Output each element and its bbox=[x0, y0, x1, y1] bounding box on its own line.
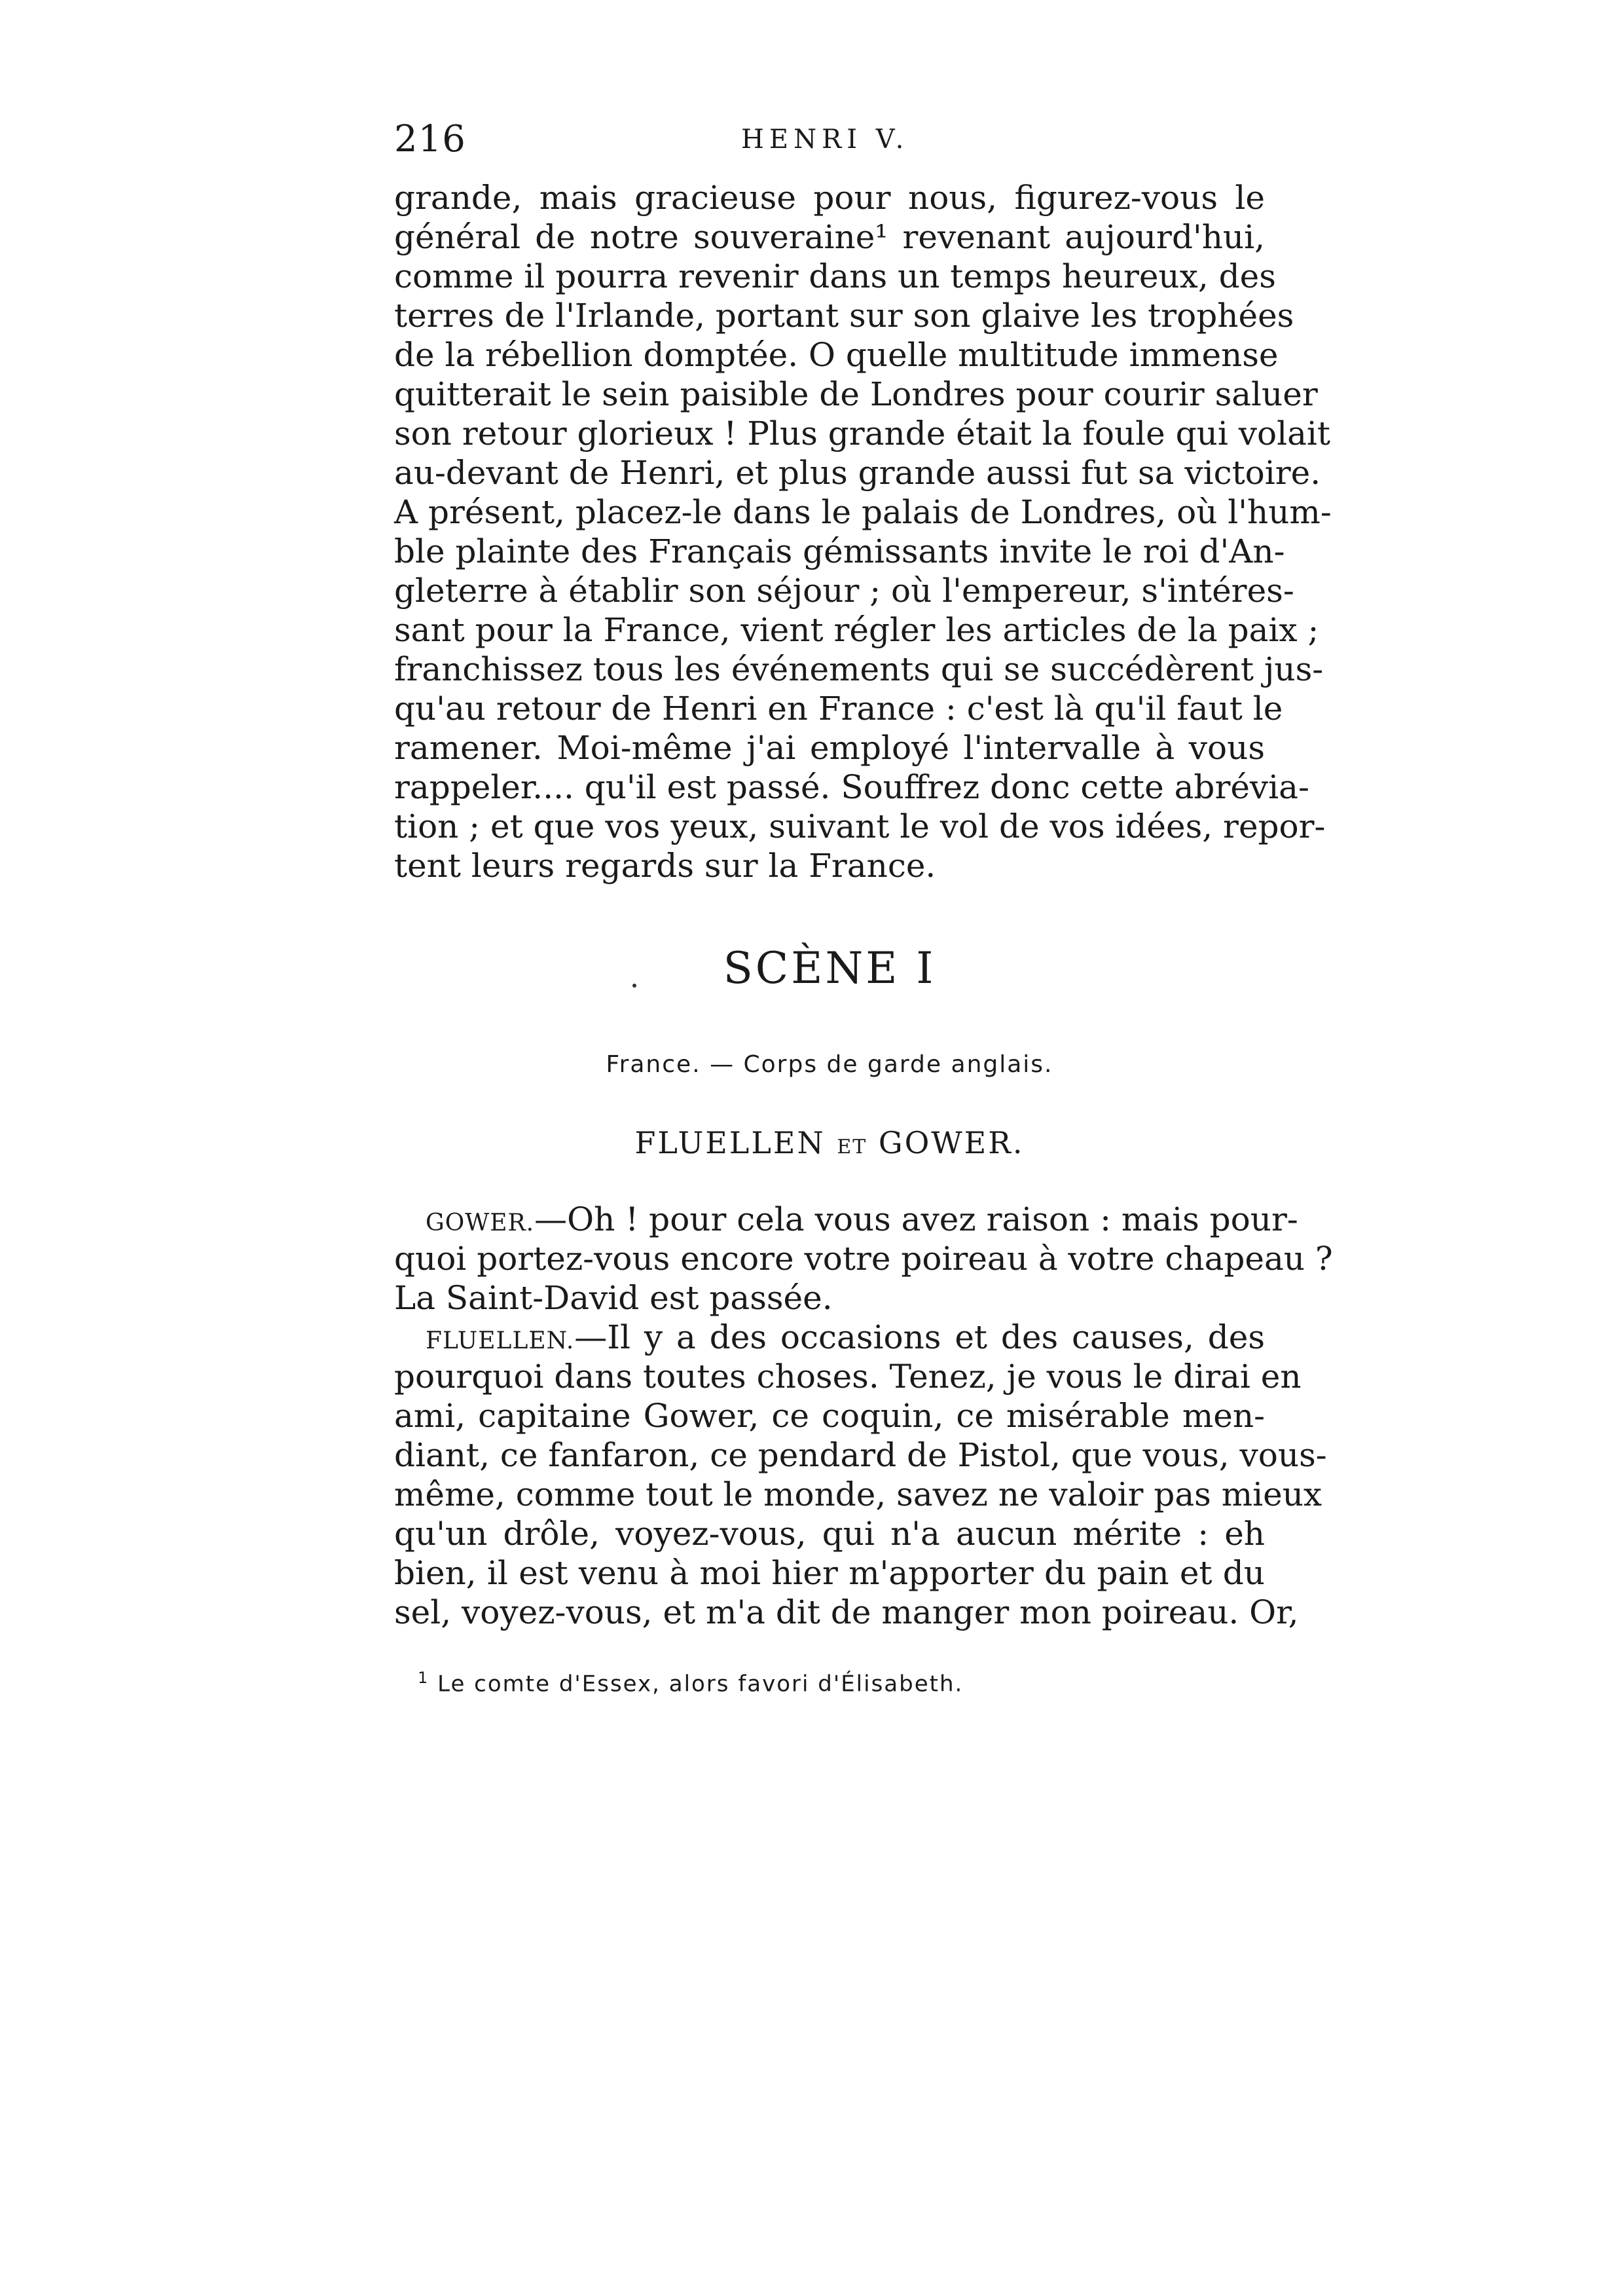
speech-line: ami, capitaine Gower, ce coquin, ce misérable men- bbox=[394, 1397, 1265, 1435]
text-line: ramener. Moi-même j'ai employé l'intervalle à vous bbox=[394, 729, 1265, 767]
text-line: tion ; et que vos yeux, suivant le vol de vos idées, repor- bbox=[394, 807, 1326, 845]
speech-line bbox=[394, 1200, 1298, 1239]
intro-paragraph bbox=[394, 178, 1332, 885]
speaker-name: FLUELLEN. bbox=[426, 1327, 575, 1354]
speech-line: qu'un drôle, voyez-vous, qui n'a aucun mérite : eh bbox=[394, 1515, 1265, 1553]
speech-line: quoi portez-vous encore votre poireau à votre chapeau ? bbox=[394, 1240, 1333, 1278]
speech-line: diant, ce fanfaron, ce pendard de Pistol, que vous, vous- bbox=[394, 1436, 1327, 1474]
text-line: qu'au retour de Henri en France : c'est là qu'il faut le bbox=[394, 690, 1283, 728]
running-title: HENRI V. bbox=[741, 124, 909, 155]
speech-text: —Oh ! pour cela vous avez raison : mais pour- bbox=[534, 1200, 1298, 1238]
speech-line: bien, il est venu à moi hier m'apporter du pain et du bbox=[394, 1554, 1265, 1592]
page-number: 216 bbox=[394, 118, 466, 160]
speech-line: sel, voyez-vous, et m'a dit de manger mon poireau. Or, bbox=[394, 1593, 1299, 1631]
character-name: FLUELLEN bbox=[634, 1125, 826, 1160]
speech-line: pourquoi dans toutes choses. Tenez, je vous le dirai en bbox=[394, 1358, 1302, 1396]
text-line: de la rébellion domptée. O quelle multitude immense bbox=[394, 336, 1279, 374]
character-conjunction: ET bbox=[837, 1136, 867, 1158]
text-line: quitterait le sein paisible de Londres pour courir saluer bbox=[394, 375, 1318, 413]
scene-title: SCÈNE I bbox=[723, 943, 936, 993]
text-line: général de notre souveraine¹ revenant aujourd'hui, bbox=[394, 218, 1265, 256]
text-line: sant pour la France, vient régler les articles de la paix ; bbox=[394, 611, 1319, 649]
footnote-marker: 1 bbox=[418, 1669, 429, 1687]
speech-line bbox=[394, 1318, 1265, 1357]
text-line: A présent, placez-le dans le palais de Londres, où l'hum- bbox=[394, 493, 1332, 531]
scene-characters bbox=[394, 1125, 1265, 1160]
text-line: ble plainte des Français gémissants invite le roi d'An- bbox=[394, 532, 1285, 570]
speaker-name: GOWER. bbox=[426, 1210, 535, 1236]
text-line: au-devant de Henri, et plus grande aussi fut sa victoire. bbox=[394, 454, 1321, 492]
text-line: terres de l'Irlande, portant sur son glaive les trophées bbox=[394, 297, 1294, 335]
dialogue bbox=[394, 1200, 1333, 1632]
page-header bbox=[394, 118, 1265, 164]
speech-text: —Il y a des occasions et des causes, des bbox=[574, 1318, 1265, 1356]
speech-line: même, comme tout le monde, savez ne valoir pas mieux bbox=[394, 1475, 1322, 1513]
footnote bbox=[418, 1669, 963, 1697]
character-name: GOWER. bbox=[878, 1125, 1025, 1160]
text-line: gleterre à établir son séjour ; où l'empereur, s'intéres- bbox=[394, 572, 1294, 610]
speech-line: La Saint-David est passée. bbox=[394, 1279, 833, 1317]
footnote-text: Le comte d'Essex, alors favori d'Élisabeth. bbox=[437, 1671, 964, 1697]
text-line: rappeler.... qu'il est passé. Souffrez donc cette abrévia- bbox=[394, 768, 1309, 806]
text-line: grande, mais gracieuse pour nous, figurez-vous le bbox=[394, 179, 1265, 217]
text-line: son retour glorieux ! Plus grande était la foule qui volait bbox=[394, 415, 1330, 453]
text-line: franchissez tous les événements qui se succédèrent jus- bbox=[394, 650, 1324, 688]
scene-setting: France. — Corps de garde anglais. bbox=[606, 1051, 1053, 1078]
text-line: comme il pourra revenir dans un temps heureux, des bbox=[394, 257, 1276, 295]
text-line: tent leurs regards sur la France. bbox=[394, 847, 936, 885]
